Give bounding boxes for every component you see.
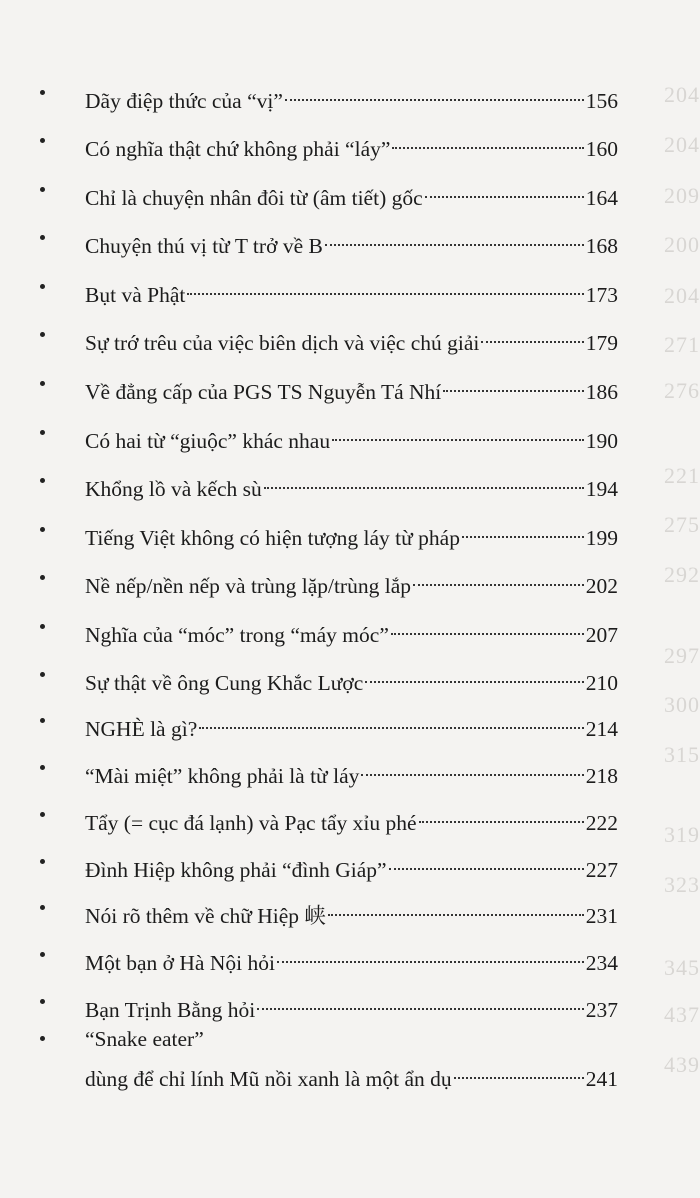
- toc-entry-title: Bạn Trịnh Bằng hỏi: [85, 998, 256, 1022]
- toc-entry-title-line1: “Snake eater”: [85, 1027, 204, 1051]
- bullet-icon: [40, 718, 45, 723]
- bullet-icon: [40, 187, 45, 192]
- bullet-icon: [40, 478, 45, 483]
- toc-entry[interactable]: [40, 940, 618, 975]
- dot-leader: [365, 660, 583, 690]
- toc-entry[interactable]: [40, 466, 618, 501]
- bullet-icon: [40, 624, 45, 629]
- dot-leader: [257, 987, 584, 1017]
- toc-entry-page: 190: [585, 429, 618, 453]
- dot-leader: [361, 753, 583, 783]
- toc-entry-title: Dãy điệp thức của “vị”: [85, 89, 283, 113]
- dot-leader: [419, 800, 584, 830]
- dot-leader: [389, 847, 584, 877]
- toc-entry[interactable]: [40, 612, 618, 647]
- toc-entry-title: Nói rõ thêm về chữ Hiệp 峡: [85, 904, 326, 928]
- toc-entry-page: 207: [585, 623, 618, 647]
- bullet-icon: [40, 952, 45, 957]
- toc-entry[interactable]: [40, 800, 618, 835]
- bullet-icon: [40, 765, 45, 770]
- dot-leader: [264, 466, 584, 496]
- bullet-icon: [40, 284, 45, 289]
- bullet-icon: [40, 672, 45, 677]
- toc-entry-title: “Mài miệt” không phải là từ láy: [85, 764, 360, 788]
- toc-entry[interactable]: [40, 660, 618, 695]
- dot-leader: [391, 612, 584, 642]
- dot-leader: [277, 940, 584, 970]
- toc-entry-page: 210: [585, 671, 618, 695]
- toc-entry-title: Khổng lồ và kếch sù: [85, 477, 262, 501]
- toc-entry[interactable]: [40, 1024, 618, 1091]
- toc-entry-title: Sự thật về ông Cung Khắc Lược: [85, 671, 364, 695]
- dot-leader: [285, 78, 584, 108]
- toc-entry-title: Chỉ là chuyện nhân đôi từ (âm tiết) gốc: [85, 186, 423, 210]
- dot-leader: [332, 418, 584, 448]
- toc-entry-page: 194: [585, 477, 618, 501]
- toc-entry-title: Nề nếp/nền nếp và trùng lặp/trùng lắp: [85, 574, 411, 598]
- toc-entry-page: 241: [585, 1067, 618, 1091]
- toc-entry-title: Về đẳng cấp của PGS TS Nguyễn Tá Nhí: [85, 380, 442, 404]
- toc-entry-page: 168: [585, 234, 618, 258]
- toc-entry[interactable]: [40, 706, 618, 741]
- toc-entry[interactable]: [40, 987, 618, 1022]
- toc-entry-page: 227: [585, 858, 618, 882]
- toc-entry-page: 231: [585, 904, 618, 928]
- toc-entry[interactable]: [40, 515, 618, 550]
- toc-entry-page: 164: [585, 186, 618, 210]
- toc-entry[interactable]: [40, 369, 618, 404]
- bullet-icon: [40, 235, 45, 240]
- toc-entry[interactable]: [40, 753, 618, 788]
- toc-entry-title: Tiếng Việt không có hiện tượng láy từ pháp: [85, 526, 460, 550]
- dot-leader: [187, 272, 583, 302]
- toc-entry-page: 199: [585, 526, 618, 550]
- bullet-icon: [40, 527, 45, 532]
- toc-entry-title: Nghĩa của “móc” trong “máy móc”: [85, 623, 389, 647]
- toc-entry-title: Đình Hiệp không phải “đình Giáp”: [85, 858, 387, 882]
- bullet-icon: [40, 138, 45, 143]
- toc-entry-page: 156: [585, 89, 618, 113]
- bullet-icon: [40, 1036, 45, 1041]
- toc-entry-title: Có hai từ “giuộc” khác nhau: [85, 429, 331, 453]
- bullet-icon: [40, 905, 45, 910]
- toc-entry[interactable]: [40, 418, 618, 453]
- bullet-icon: [40, 430, 45, 435]
- toc-entry-page: 234: [585, 951, 618, 975]
- toc-entry-title: NGHÈ là gì?: [85, 717, 198, 741]
- toc-entry[interactable]: [40, 272, 618, 307]
- toc-entry[interactable]: [40, 893, 618, 928]
- toc-entry[interactable]: [40, 563, 618, 598]
- bleed-through-text: 204 204 209 200 204 271 276 221 275 292 297 300 315 319 323 345 437 439: [664, 82, 700, 1077]
- toc-entry-title: Có nghĩa thật chứ không phải “láy”: [85, 137, 391, 161]
- dot-leader: [481, 320, 583, 350]
- toc-entry[interactable]: [40, 223, 618, 258]
- toc-entry[interactable]: [40, 78, 618, 113]
- bullet-icon: [40, 812, 45, 817]
- dot-leader: [199, 706, 584, 736]
- dot-leader: [425, 175, 584, 205]
- bullet-icon: [40, 575, 45, 580]
- toc-entry-page: 218: [585, 764, 618, 788]
- toc-entry-page: 237: [585, 998, 618, 1022]
- bullet-icon: [40, 859, 45, 864]
- bullet-icon: [40, 90, 45, 95]
- toc-entry-title: Tẩy (= cục đá lạnh) và Pạc tẩy xỉu phé: [85, 811, 417, 835]
- toc-entry-title: Bụt và Phật: [85, 283, 186, 307]
- toc-entry[interactable]: [40, 847, 618, 882]
- toc-entry-page: 186: [585, 380, 618, 404]
- dot-leader: [325, 223, 584, 253]
- dot-leader: [443, 369, 583, 399]
- toc-entry-page: 160: [585, 137, 618, 161]
- dot-leader: [462, 515, 584, 545]
- toc-entry-title: Sự trớ trêu của việc biên dịch và việc chú giải: [85, 331, 480, 355]
- bullet-icon: [40, 999, 45, 1004]
- toc-entry-title: Chuyện thú vị từ T trở về B: [85, 234, 323, 258]
- toc-entry-page: 179: [585, 331, 618, 355]
- toc-entry-title: dùng để chỉ lính Mũ nồi xanh là một ẩn dụ: [85, 1067, 452, 1091]
- toc-entry[interactable]: [40, 175, 618, 210]
- toc-entry-page: 202: [585, 574, 618, 598]
- dot-leader: [413, 563, 584, 593]
- toc-entry-title: Một bạn ở Hà Nội hỏi: [85, 951, 275, 975]
- dot-leader: [454, 1056, 584, 1086]
- toc-entry-page: 214: [585, 717, 618, 741]
- toc-entry-page: 222: [585, 811, 618, 835]
- bullet-icon: [40, 332, 45, 337]
- toc-entry[interactable]: [40, 320, 618, 355]
- toc-entry[interactable]: [40, 126, 618, 161]
- bullet-icon: [40, 381, 45, 386]
- dot-leader: [328, 893, 584, 923]
- toc-entry-page: 173: [585, 283, 618, 307]
- dot-leader: [392, 126, 583, 156]
